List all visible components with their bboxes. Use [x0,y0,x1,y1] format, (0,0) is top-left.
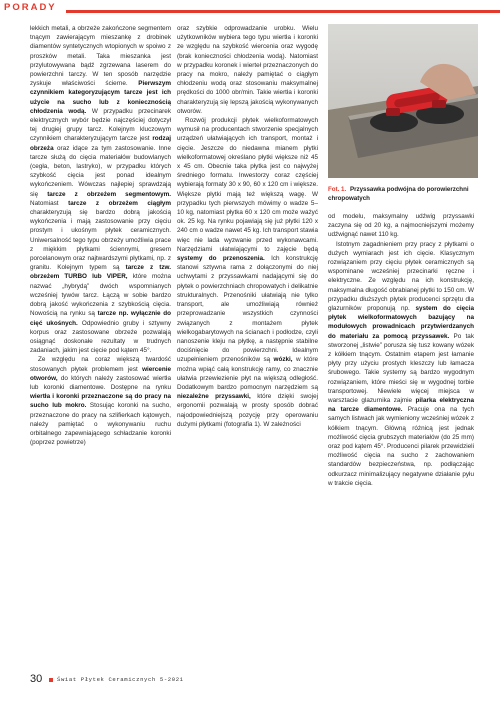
bold-run: system do cięcia płytek wielkoformatowych bazujący na modułowych prowadnicach przytwierdzanych do materiału za pomocą przyssawek. [328,305,474,340]
bold-run: niezależne przyssawki, [177,393,251,401]
text-run: Po tak stworzonej „listwie” porusza się tusz kowany wózek z kółkiem tnącym. Ostatnim etapem jest łamanie płyty przy użyciu prostych kleszczy lub łamacza śrubowego. Takie systemy są bardzo wygodnym rozwiązaniem, które mieści się w wygodnej torbie transportowej. Niewiele więcej miejsca w warsztacie glazurnika zajmie [328,332,474,405]
lever-left [386,108,400,116]
text-run: Rozwój produkcji płytek wielkoformatowych wymusił na producentach stworzenie specjalnych urządzeń ułatwiających ich transport, montaż i cięcie. Jeszcze do niedawna mianem płytki wielkoformatowej określano płytki większe niż 45 x 45 cm. Obecnie taka płytka jest co najwyżej średniego formatu. Inwestorzy coraz częściej wybierają formaty 30 x 90, 60 x 120 cm i większe. Większe płytki mają też większą wagę. W przypadku tych pierwszych mówimy o wadze 5–10 kg, natomiast płytka 60 x 120 cm może ważyć ok. 25 kg. Na rynku pojawiają się już płytki 120 x 240 cm o wadze nawet 45 kg. Ich transport stawia więc nie lada wyzwanie przed wykonawcami. Narzędziami ułatwiającymi to zajęcie będą [177,117,318,253]
text-run: Natomiast [30,199,59,207]
bold-run: rodzaj obrzeża [30,135,171,152]
text-run: lekkich metali, a obrzeże zakończone segmentem tnącym zawierającym mieszankę z drobinek diamentów syntetycznych wtopionych w spoiwo z proszków metali. Taka mieszanka jest przylutowywana bądź zgrzewana laserem do powierzchni tarczy. W ten sposób narzędzie zyskuje właściwości ścierne. [30,25,171,88]
paragraph [328,212,474,240]
text-run: Odpowiednio gruby i sztywny korpus oraz zastosowane obrzeże pozwalają osiągnąć doskonałe rezultaty w trudnych zadaniach, jakim jest cięcie pod kątem 45°. [30,319,171,355]
bold-run: wiertła i koronki przeznaczone są do pracy na sucho lub mokro. [30,393,171,410]
figure-caption-text: Przyssawka podwójna do porowierzchni chropowatych [328,186,469,202]
text-run: Ze względu na coraz większą twardość stosowanych płytek problemem jest [30,356,171,373]
text-run: do których należy zastosować wiertła lub koronki diamentowe. Dostępne na rynku [30,374,171,391]
text-run: Pracuje ona na tych samych listwach jak wymieniony wcześniej wózek z kółkiem tnącym. Główną różnicą jest jednak możliwość cięcia grubszych materiałów (do 25 mm) oraz pod kątem 45°. Producenci pilarek przewidzieli możliwość cięcia na sucho z zachowaniem standardów bezpieczeństwa, np. podłączając odkurzacz minimalizujący negatywne działanie pyłu w trakcie cięcia. [328,406,474,487]
figure-caption [328,186,474,203]
paragraph [328,240,474,488]
text-column-3 [328,212,474,677]
section-label: PORADY [4,2,57,13]
publication-name: Świat Płytek Ceramicznych 5-2021 [57,676,184,683]
paragraph [177,24,318,116]
header-rule [0,10,500,13]
bold-run: systemy do przenoszenia. [177,255,265,263]
footer-square-icon [49,678,53,682]
bold-run: Pierwszym czynnikiem kategoryzującym tarcze jest ich użycie na sucho lub z koniecznością chłodzenia wodą. [30,80,171,115]
bold-run: wózki, [273,356,293,364]
text-column-1 [30,24,171,664]
bold-run: tarcze z obrzeżem segmentowym. [47,190,171,198]
page-number: 30 [30,673,43,685]
text-run: Ich konstrukcję stanowi sztywna rama z dołączonymi do niej uchwytami z przyssawkami nadającymi się do płytek o powierzchniach chropowatych i delikatnie strukturalnych. Przenośniki ułatwiają nie tylko transport, ale umożliwiają również przeprowadzanie wszystkich czynności związanych z montażem płytek wielkogabarytowych na ścianach i podłodze, czyli nanoszenie kleju na płytkę, a następnie stabilne dociśnięcie do powierzchni. Idealnym uzupełnieniem przenośników są [177,255,318,364]
text-run: W przypadku przecinarek elektrycznych wybór będzie najczęściej dotyczył tej drugiej grupy tarcz. Kolejnym kluczowym czynnikiem charakteryzującym tarcze jest [30,107,171,143]
bold-run: tarcze np. wyłącznie do cięć ukośnych. [30,310,171,327]
suction-cup-illustration [328,24,478,178]
bold-run: pilarka elektryczna na tarcze diamentowe. [328,397,474,414]
text-run: oraz szybkie odprowadzanie urobku. Wielu użytkowników wybiera tego typu wiertła i koronki ze względu na szybkość wiercenia oraz wygodę (brak konieczności chłodzenia wodą). Natomiast w przypadku koronek i wierteł przeznaczonych do pracy na mokro, należy pamiętać o ciągłym chłodzeniu wodą oraz stosowaniu maksymalnej prędkości do 1000 obr/min. Takie wiertła i koronki charakteryzują się lepszą jakością wykonywanych otworów. [177,25,318,115]
paragraph [30,24,171,355]
text-run: które można nazwać „hybrydą” dwóch wspomnianych wcześniej tywów tarcz. Łączą w sobie bardzo dobrą jakość wykończenia z szybkością cięcia. Nowością na rynku są [30,273,171,318]
text-column-2 [177,24,318,664]
tile-lifting-photo [328,24,478,178]
text-run: charakteryzują się bardzo dobrą jakością wykończenia i mają zastosowanie przy cięciu prostym i ukośnym płytek ceramicznych. Uniwersalność tego typu obrzeży umożliwia prace z miękkim płytkami ściennymi, gresem porcelanowym oraz najtwardszymi płytkami, np. z granitu. Kolejnym typem są [30,209,171,272]
text-run: od modelu, maksymalny udźwig przyssawki zaczyna się od 20 kg, a najmocniejszymi możemy udźwignąć nawet 110 kg. [328,213,474,239]
text-run: w które można wpiąć całą konstrukcję ramy, co znacznie ułatwia przewiezienie płyt na większą odległość. Dodatkowym bardzo pomocnym narzędziem są [177,356,318,391]
bold-run: tarcze z obrzeżem ciągłym [68,199,171,207]
text-run: Stosując koronki na sucho, przeznaczone do pracy na szlifierkach kątowych, należy pamiętać o wykonywaniu ruchu orbitalnego zapewniającego schładzanie koronki (poprzez powietrze) [30,402,171,447]
lever-right [432,100,446,108]
bold-run: wiercenie otworów, [30,365,171,382]
paragraph [30,355,171,447]
text-run: oraz idące za tym zastosowanie. Inne tarcze służą do cięcia materiałów budowlanych (cegła, beton, lastryko), w przypadku których szybkość cięcia jest ponad idealnym wykończeniem. Wówczas najlepiej sprawdzają się [30,144,171,198]
paragraph [177,116,318,429]
text-run: które dzięki swojej ergonomii pozwalają w prosty sposób dobrać najodpowiedniejszą pozycję przy operowaniu dużymi płytkami (fotografia 1). W zależności [177,393,318,428]
text-run: Istotnym zagadnieniem przy pracy z płytkami o dużych wymiarach jest ich cięcie. Klasycznym rozwiązaniem przy cięciu płytek ceramicznych są wspominane wcześniej przecinarki ręczne i elektryczne. Ze względu na ich konstrukcję, maksymalna długość obrabianej płytki to 150 cm. W przypadku dłuższych płytek producenci sprzętu dla glazurników proponują np. [328,240,474,313]
figure-number: Fot. 1. [328,186,347,193]
section-header [0,0,500,22]
bold-run: tarcze z tzw. obrzeżem TURBO lub VIPER, [30,264,171,281]
page-footer [30,673,330,687]
